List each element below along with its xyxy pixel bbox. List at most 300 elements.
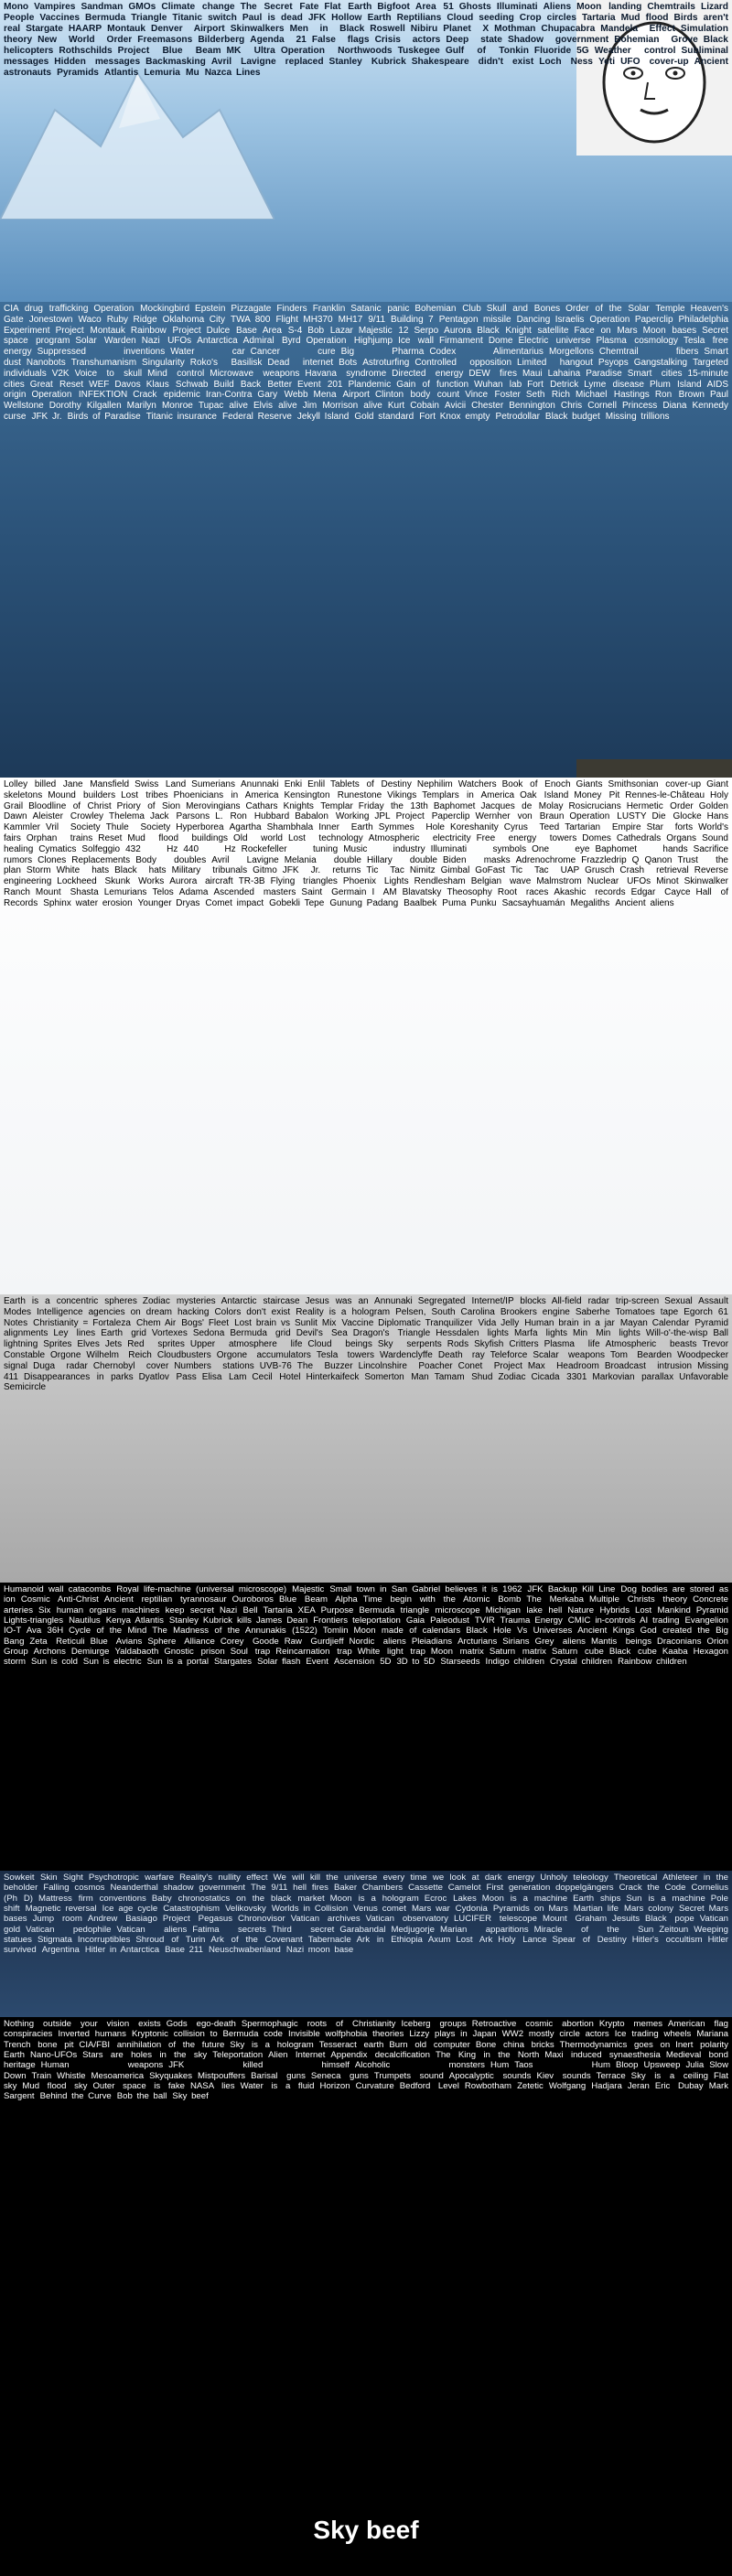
topic-label: Subliminal messages [4,46,728,68]
topic-label: Max Headroom [527,1360,599,1371]
topic-label: Kensington Runestone [284,789,382,800]
topic-label: Illuminati symbols [430,843,527,854]
topic-label: MH17 [338,314,363,325]
topic-label: LUCIFER telescope [453,1914,537,1925]
topic-label: Alcoholic monsters [354,2060,485,2071]
topic-label: Tabernacle [307,1934,351,1945]
iceberg-level-3 [0,778,732,1294]
topic-label: Ball lightning [4,1328,728,1350]
topic-label: Saturn cube [551,1646,604,1657]
topic-label: Trauma Energy [500,1615,563,1626]
topic-label: Raw Gurdjieff [284,1636,344,1647]
topic-label: Princess Diana [621,401,687,412]
topic-label: Baalbek [404,897,437,908]
topic-label: American flag conspiracies [4,2019,728,2040]
topic-label: Solfeggio [81,843,121,854]
topic-label: Thelema [109,811,145,822]
topic-label: Sky is a hologram [230,2039,314,2050]
topic-label: Tartaria [581,13,616,24]
topic-label: Sacrifice rumors [4,843,729,865]
topic-label: Gunung Padang [329,897,399,908]
topic-label: Ancient reptilian tyrannosaur [103,1594,227,1605]
topic-label: Lincolnshire Poacher [358,1360,453,1371]
topic-label: Inner Earth [318,822,373,833]
topic-label: Dancing Israelis [516,314,585,325]
topic-label: Small town in San Gabriel believes it is 1962 [329,1584,522,1594]
topic-label: Illuminati [496,2,538,12]
topic-label: Sphinx water erosion [43,897,133,908]
topic-label: The Buzzer [296,1360,353,1371]
topic-label: Storm [26,865,51,876]
topic-label: Bone china bricks [475,2039,554,2050]
topic-label: Antarctic staircase [221,1296,300,1306]
topic-label: Dog bodies are stored as ion [4,1584,728,1605]
topic-label: Nothing outside your vision exists [4,2019,161,2029]
topic-label: UVB-76 [259,1360,292,1371]
topic-label: Jets [104,1339,123,1350]
topic-label: Saint Germain [301,886,367,897]
topic-label: UFO cover-up [620,57,689,68]
topic-label: Spear of Destiny [552,1934,627,1945]
topic-label: Moon matrix [430,1646,484,1657]
topic-label: DEW fires [468,368,517,379]
topic-label: Men in Black [289,24,365,35]
topic-label: XEA Purpose [297,1605,354,1615]
topic-label: NASA lies [189,2080,235,2091]
iceberg-level-4 [0,1294,732,1583]
topic-label: Mud flood [620,13,669,24]
topic-label: Rockefeller tuning [241,843,339,854]
topic-label: Jeran [627,2080,650,2091]
topic-label: Pentagon missile [438,314,511,325]
topic-label: Megaliths [570,897,610,908]
topic-label: Tesla towers [316,1349,375,1360]
topic-label: JFK killed himself [168,2060,350,2071]
topic-label: Melania double [284,854,361,865]
topic-label: Medjugorje [391,1924,435,1935]
topic-label: Curvature [355,2080,394,2091]
topic-label: Shambhala [266,822,314,833]
topic-label: Hessdalen lights [436,1328,509,1339]
topic-label: Jonestown [28,314,73,325]
topic-label: Demiurge [70,1646,110,1657]
topic-label: Paul is dead [242,13,303,24]
topic-label: TR-3B [238,876,265,887]
topic-label: Crack epidemic [133,390,200,401]
topic-label: Smart dust [4,347,729,368]
topic-label: Royal life-machine (universal microscope) [116,1584,287,1594]
topic-label: Mount Graham [542,1914,608,1925]
topic-label: Lyme disease [584,379,644,390]
topic-label: Hidden messages [54,57,141,68]
topic-label: Maui [522,368,543,379]
topic-label: Markovian parallax [592,1371,674,1382]
topic-label: Black Knight satellite [477,325,569,336]
topic-label: Ancient aliens [615,897,674,908]
topic-label: Tartarian Empire [565,822,641,833]
level-2-topics [0,302,732,424]
topic-label: Death ray [437,1349,485,1360]
topic-label: Deep state [446,35,502,46]
topic-label: Reincarnation trap [275,1646,352,1657]
topic-label: Gimbal [440,865,470,876]
iceberg-level-1 [0,0,732,302]
topic-label: Neuschwabenland [208,1945,281,1956]
topic-label: Marian apparitions [439,1924,529,1935]
topic-label: Nature Hybrids [567,1605,630,1615]
topic-label: Mistpouffers [198,2070,246,2081]
topic-label: Sky serpents [377,1339,442,1350]
topic-label: Orgone [50,1349,81,1360]
topic-label: Vaccines [39,13,81,24]
topic-label: Vida Jelly [478,1317,520,1328]
topic-label: Garabandal [339,1924,386,1935]
topic-label: Cathedrals [616,832,662,843]
topic-label: Humanoid wall catacombs [4,1584,112,1594]
topic-label: Mars war [411,1903,450,1914]
level-1-topics [0,0,732,80]
topic-label: Ghosts [458,2,491,12]
topic-label: One eye [532,843,590,854]
topic-label: Christianity = Fortaleza [33,1317,131,1328]
topic-label: Crash retrieval [619,865,689,876]
topic-label: Chris Cornell [560,401,617,412]
topic-label: Order of the Solar Temple [565,304,685,314]
topic-label: Apocalyptic sounds [448,2070,532,2081]
topic-label: Critters [509,1339,539,1350]
topic-label: Plandemic [348,379,392,390]
topic-label: Reset [98,832,123,843]
topic-label: Birds aren't real [4,13,729,35]
topic-label: Event [306,1657,328,1668]
topic-label: Bots [339,357,358,368]
topic-label: Event 201 [297,379,343,390]
topic-label: Tamam Shud [434,1371,493,1382]
topic-label: Sphere Alliance [147,1636,215,1647]
topic-label: AIDS origin [4,379,728,401]
topic-label: Nazi UFOs [141,336,192,347]
topic-label: Taos Hum [514,2060,610,2071]
topic-label: Pyramids [57,68,99,79]
topic-label: HAARP [68,24,102,35]
topic-label: 9/11 [368,314,386,325]
topic-label: Gangstalking [633,357,688,368]
topic-label: Base 211 [165,1945,203,1956]
topic-label: Bilderberg [198,35,245,46]
topic-label: Tomlin [322,1626,349,1637]
topic-label: Gaia [405,1615,425,1626]
topic-label: Vatican gold [4,1914,729,1935]
topic-label: Morgellons [548,347,594,358]
topic-label: Reality is a hologram [296,1306,391,1317]
topic-label: Targeted individuals [4,357,728,379]
topic-label: Hollow Earth [331,13,392,24]
topic-label: Behind the Curve [39,2091,112,2102]
topic-label: Mantis beings [590,1636,651,1647]
topic-label: Hyperborea [176,822,224,833]
topic-label: Gain of function [396,379,469,390]
topic-label: Cloud seeding [447,13,514,24]
topic-label: Montauk [107,24,146,35]
topic-label: Finders [276,304,307,314]
topic-label: Aurora [444,325,472,336]
iceberg-level-2 [0,302,732,778]
topic-label: Atmospheric electricity [368,832,471,843]
topic-label: Vampires [34,2,76,12]
topic-label: JFK Jr. [31,411,62,422]
topic-label: Blue Avians [90,1636,143,1647]
topic-label: Plasma life [544,1339,600,1350]
topic-label: Wilhelm Reich [86,1349,152,1360]
topic-label: Orion Group [4,1636,728,1657]
topic-label: Cloudbusters [156,1349,211,1360]
topic-label: Rendlesham [414,876,466,887]
topic-label: Hall of Records [4,886,728,908]
topic-label: Wardenclyffe [380,1349,433,1360]
topic-label: Slow Down [4,2060,729,2081]
topic-label: Fort Knox empty [419,411,490,422]
topic-label: Maxi induced synaesthesia [544,2049,661,2060]
topic-label: Comet impact [205,897,264,908]
topic-label: Time begin with the Atomic Bomb [362,1594,522,1605]
topic-label: Kryptonic collision to Bermuda code [131,2029,284,2040]
iceberg-level-5 [0,1583,732,1871]
topic-label: Worlds in Collision [271,1903,349,1914]
topic-label: Knights Templar [283,800,353,811]
topic-label: Dead internet [267,357,334,368]
topic-label: Rods [447,1339,469,1350]
topic-label: Solar flash [257,1657,301,1668]
topic-label: Soul trap [230,1646,271,1657]
topic-label: Aleister Crowley [32,811,104,822]
topic-label: 15-minute cities [4,368,728,390]
topic-label: Ron Brown [654,390,705,401]
topic-label: Blavatsky [402,886,442,897]
topic-label: Human brain in a jar [524,1317,615,1328]
topic-label: Star forts [646,822,694,833]
topic-label: Crisis actors [374,35,441,46]
topic-label: Project Pegasus [162,1914,233,1925]
topic-label: Rothschilds [59,46,113,57]
topic-label: Directed energy [392,368,464,379]
topic-label: Baphomet [433,800,476,811]
topic-label: Holy Lance [498,1934,547,1945]
topic-label: The Secret Fate [240,2,319,12]
topic-label: Area S-4 [262,325,303,336]
topic-label: Missing 411 [4,1360,729,1382]
topic-label: Controlled opposition [414,357,512,368]
topic-label: Backmasking [145,57,206,68]
topic-label: Planet X [443,24,490,35]
topic-label: Theoretical Athleteer in the beholder [4,1873,729,1894]
topic-label: Astroturfing [362,357,410,368]
topic-label: Elisa Lam [201,1371,247,1382]
topic-label: Nazca Lines [204,68,261,79]
topic-label: Reptilians [396,13,442,24]
topic-label: Microwave weapons [210,368,300,379]
topic-label: Vince Foster [465,390,521,401]
topic-label: Vatican observatory [365,1914,448,1925]
topic-label: Jacques de Molay [480,800,564,811]
topic-label: Merovingians [186,800,241,811]
topic-label: Burn old computer [389,2039,470,2050]
topic-label: Marfa lights [513,1328,567,1339]
topic-label: Satanic panic [350,304,410,314]
topic-label: Wolfgang [548,2080,587,2091]
topic-label: Secret Mars bases [4,1903,729,1925]
topic-label: Hexagon storm [4,1646,728,1668]
topic-label: Project Montauk [55,325,125,336]
topic-label: Yeti [597,57,616,68]
topic-label: Klaus Schwab [145,379,209,390]
topic-label: Cornelius (Ph D) [4,1883,729,1904]
topic-label: Min Min lights [572,1328,640,1339]
topic-label: Hitler survived [4,1934,728,1956]
topic-label: Hitler's occultism [631,1934,703,1945]
topic-label: Project Paperclip [395,811,470,822]
topic-label: Iran-Contra [205,390,253,401]
topic-label: Alien Internet [268,2049,326,2060]
topic-label: Belgian wave [470,876,532,887]
topic-label: Disappearances in parks [23,1371,134,1382]
topic-label: Indigo children [485,1657,544,1668]
topic-label: Red sprites [127,1339,185,1350]
topic-label: Tablets of Destiny [330,779,412,789]
topic-label: Seneca guns [310,2070,369,2081]
topic-label: Military tribunals [171,865,248,876]
topic-label: Sky is a ceiling [630,2070,709,2081]
topic-label: Draconians [657,1636,702,1647]
topic-label: Mayan Calendar [619,1317,690,1328]
topic-label: Martian life [573,1903,619,1914]
topic-label: Saturn matrix [489,1646,546,1657]
topic-label: Fatima secrets [192,1924,266,1935]
topic-label: JFK [307,13,327,24]
topic-label: Falling cosmos [43,1883,105,1894]
topic-label: Velikovsky [225,1903,266,1914]
topic-label: White hats [56,865,110,876]
topic-label: Baby chronostatics on the black market [151,1893,325,1904]
topic-label: Jekyll Island [296,411,350,422]
topic-label: Great Reset [29,379,84,390]
topic-label: Puma Punku [442,897,497,908]
topic-label: Baphomet hands [595,843,688,854]
topic-label: Nano-UFOs [29,2049,78,2060]
topic-label: Teleforce [490,1349,528,1360]
topic-label: Somerton Man [364,1371,429,1382]
topic-label: Water car [170,347,245,358]
topic-label: JFK Backup Kill Line [527,1584,616,1594]
topic-label: Tartaria [263,1605,293,1615]
topic-label: Reverse engineering [4,865,728,887]
topic-label: Fort Detrick [527,379,579,390]
topic-label: Lost Mankind [635,1605,691,1615]
topic-label: Nibiru [410,24,438,35]
topic-label: Shadow government [507,35,609,46]
topic-label: Simulation theory [4,24,728,46]
topic-label: Bedford Level [399,2080,459,2091]
topic-label: Wernher von Braun [475,811,565,822]
topic-label: Lost Ark [456,1934,493,1945]
topic-label: Building 7 [391,314,434,325]
topic-label: Egorch 61 Notes [4,1306,728,1328]
topic-label: Babalon Working [295,811,370,822]
topic-label: Krypto memes [598,2019,663,2029]
iceberg-level-6 [0,1871,732,2017]
topic-label: Intelligence agencies on dream hacking [37,1306,210,1317]
topic-label: Ley lines [53,1328,96,1339]
topic-label: Replacements [71,854,131,865]
topic-label: Golden Dawn [4,800,728,822]
topic-label: The Madness of the Annunakis (1522) [152,1626,318,1637]
topic-label: Shroud of Turin [135,1934,206,1945]
topic-label: Rainbow children [618,1657,687,1668]
topic-label: Bermuda triangle microscope [359,1605,480,1615]
topic-label: Agartha [229,822,262,833]
topic-label: Sacsayhuamán [501,897,565,908]
topic-label: Friday the 13th [358,800,428,811]
topic-label: Unfavorable Semicircle [4,1371,729,1393]
topic-label: Philadelphia Experiment [4,314,729,336]
topic-label: Catastrophism [163,1903,221,1914]
topic-label: Book of Enoch [501,779,571,789]
topic-label: Sprites [43,1339,72,1350]
topic-label: Lemuria [144,68,180,79]
topic-label: Cecil Hotel [252,1371,301,1382]
topic-label: Minot [656,876,679,887]
topic-label: White light trap [357,1646,425,1657]
topic-label: JPL [374,811,391,822]
topic-label: Kaaba [662,1646,688,1657]
topic-label: Black pope [645,1914,694,1925]
topic-label: Gary Webb [257,390,308,401]
topic-label: Concrete arteries [4,1594,729,1615]
topic-label: Nazi moon base [285,1945,354,1956]
topic-label: First generation doppelgängers [486,1883,614,1894]
topic-label: Moon landing [576,2,642,12]
topic-label: Ark of the Covenant [210,1934,303,1945]
topic-label: Nautilus [69,1615,101,1626]
topic-label: Black hats [114,865,167,876]
topic-label: Nephilim [416,779,453,789]
topic-label: Pyramids on Mars [492,1903,568,1914]
topic-label: Flying triangles [270,876,338,887]
topic-label: Weeping statues [4,1924,728,1945]
topic-label: Zeta Reticuli [29,1636,85,1647]
topic-label: Antarctica [197,336,238,347]
topic-label: Chem Air [135,1317,177,1328]
topic-label: Earth ships [573,1893,621,1904]
topic-label: 440 Hz [183,843,236,854]
topic-label: Younger Dryas [137,897,200,908]
topic-label: Trumpets sound [373,2070,444,2081]
topic-label: Horizon [319,2080,350,2091]
topic-label: Music industry [343,843,425,854]
topic-label: Phoenix Lights [342,876,409,887]
topic-label: Gnostic prison [164,1646,225,1657]
topic-label: Aliens [543,2,572,12]
topic-label: Cicada 3301 [531,1371,587,1382]
topic-label: Roswell [370,24,405,35]
topic-label: Chemtrail fibers [598,347,699,358]
topic-label: Medieval bond heritage [4,2049,728,2071]
topic-label: Lemurians [103,886,147,897]
topic-label: God created the Big Bang [4,1626,728,1647]
topic-label: Clinton body count [374,390,460,401]
topic-label: Rowbotham [464,2080,512,2091]
topic-label: Stargate [26,24,63,35]
topic-label: Pleiadians [411,1636,453,1647]
